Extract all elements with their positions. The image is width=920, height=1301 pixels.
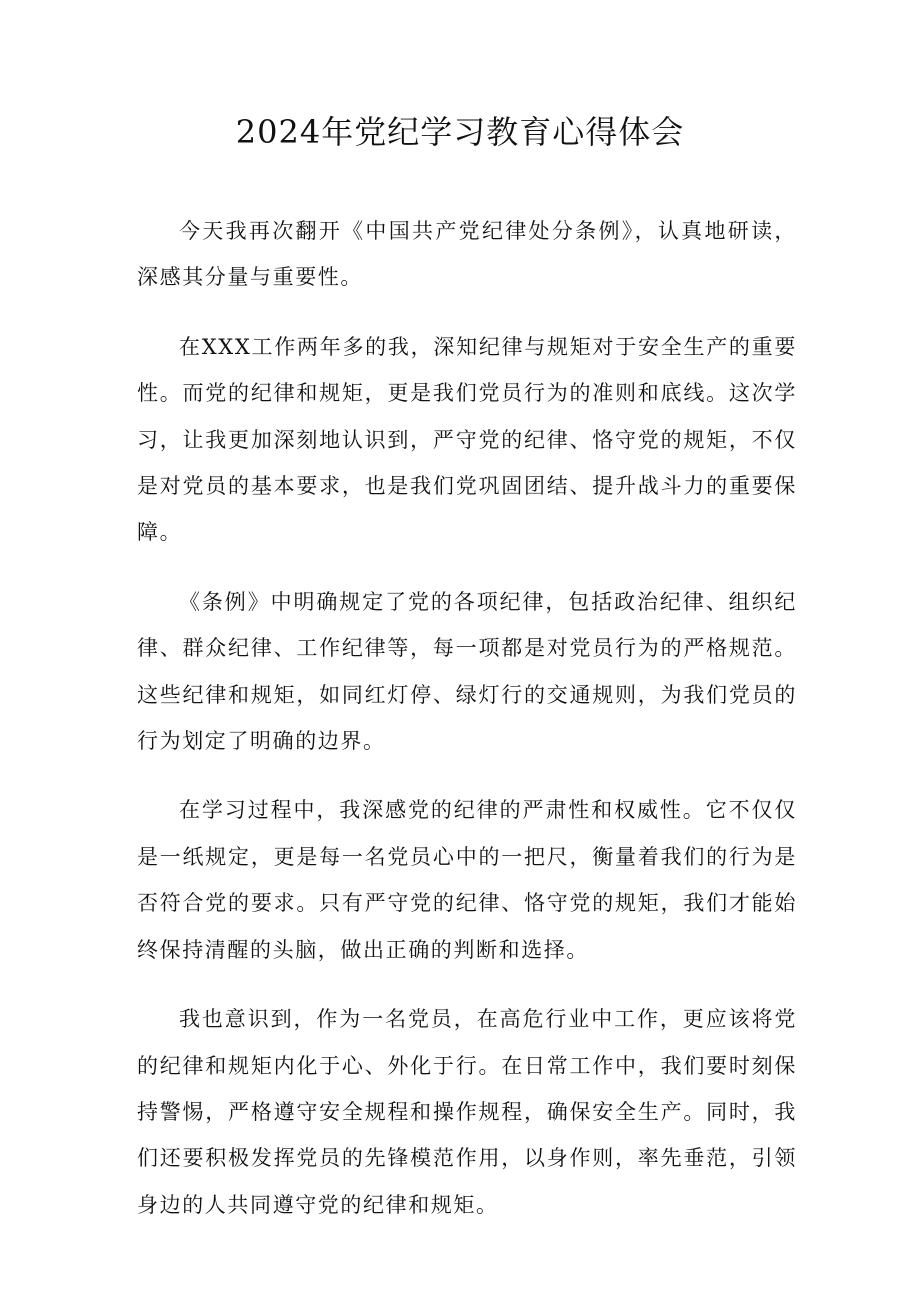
document-title: 2024年党纪学习教育心得体会 (235, 113, 685, 151)
paragraph-4: 在学习过程中，我深感党的纪律的严肃性和权威性。它不仅仅是一纸规定，更是每一名党员心中的一把尺，衡量着我们的行为是否符合党的要求。只有严守党的纪律、恪守党的规矩，我们才能始终保持清醒的头脑，做出正确的判断和选择。 (137, 798, 797, 962)
paragraph-3: 《条例》中明确规定了党的各项纪律，包括政治纪律、组织纪律、群众纪律、工作纪律等，每一项都是对党员行为的严格规范。这些纪律和规矩，如同红灯停、绿灯行的交通规则，为我们党员的行为划定了明确的边界。 (137, 589, 797, 754)
paragraph-2: 在XXX工作两年多的我，深知纪律与规矩对于安全生产的重要性。而党的纪律和规矩，更是我们党员行为的准则和底线。这次学习，让我更加深刻地认识到，严守党的纪律、恪守党的规矩，不仅是对党员的基本要求，也是我们党巩固团结、提升战斗力的重要保障。 (137, 334, 797, 545)
document-body (137, 208, 797, 1251)
paragraph-5: 我也意识到，作为一名党员，在高危行业中工作，更应该将党的纪律和规矩内化于心、外化于行。在日常工作中，我们要时刻保持警惕，严格遵守安全规程和操作规程，确保安全生产。同时，我们还要积极发挥党员的先锋模范作用，以身作则，率先垂范，引领身边的人共同遵守党的纪律和规矩。 (137, 1007, 797, 1217)
paragraph-1: 今天我再次翻开《中国共产党纪律处分条例》，认真地研读，深感其分量与重要性。 (137, 219, 797, 290)
